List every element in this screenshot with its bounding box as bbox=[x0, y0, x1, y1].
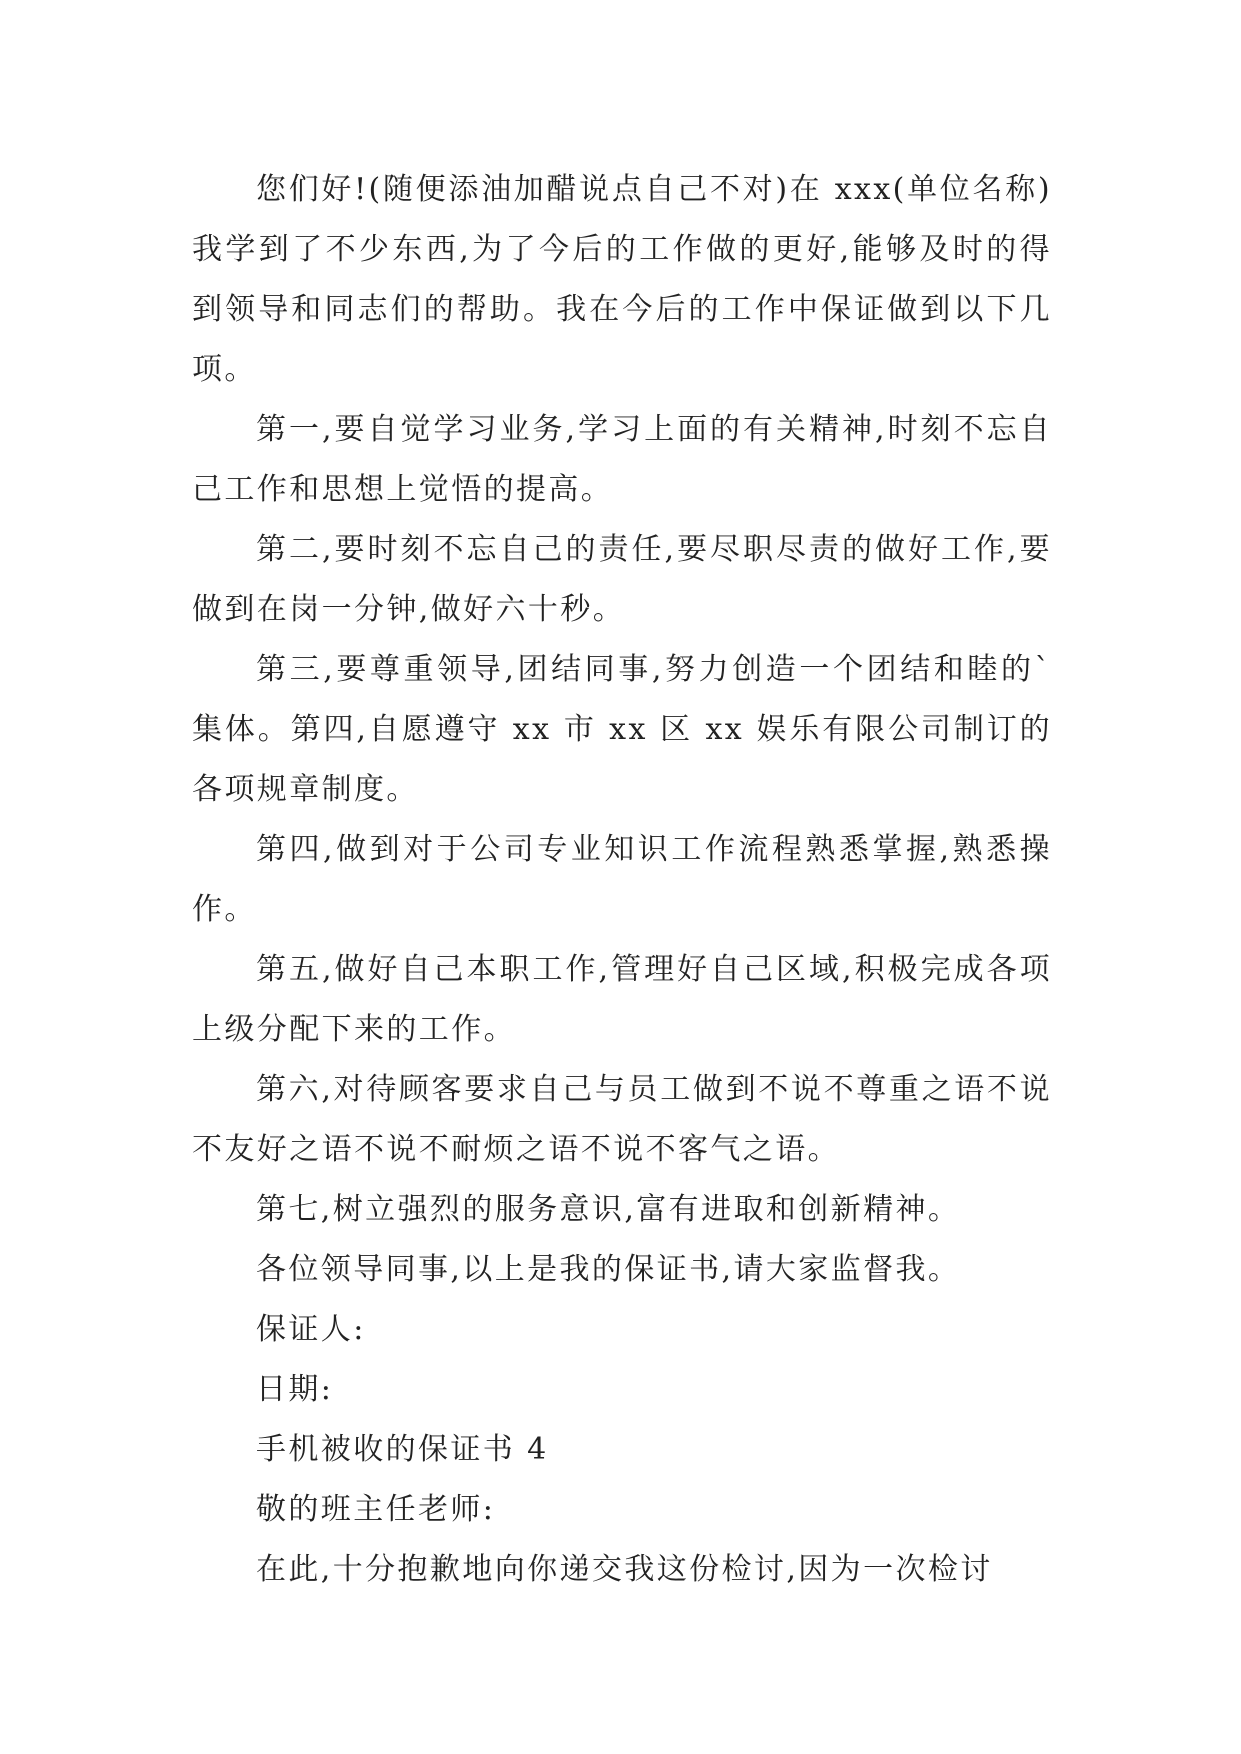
date-line: 日期: bbox=[256, 1372, 334, 1407]
paragraph-apology: 在此,十分抱歉地向你递交我这份检讨,因为一次检讨 bbox=[256, 1552, 993, 1587]
salutation-line: 敬的班主任老师: bbox=[256, 1492, 496, 1527]
paragraph-item-7: 第七,树立强烈的服务意识,富有进取和创新精神。 bbox=[256, 1192, 961, 1227]
paragraph-greeting: 您们好!(随便添油加醋说点自己不对)在 xxx(单位名称)我学到了不少东西,为了今后的工作做的更好,能够及时的得到领导和同志们的帮助。我在今后的工作中保证做到以下几项。 bbox=[192, 172, 1052, 387]
paragraph-item-5: 第五,做好自己本职工作,管理好自己区域,积极完成各项上级分配下来的工作。 bbox=[192, 952, 1052, 1047]
document-body bbox=[192, 160, 1052, 1600]
paragraph-item-2: 第二,要时刻不忘自己的责任,要尽职尽责的做好工作,要做到在岗一分钟,做好六十秒。 bbox=[192, 532, 1052, 627]
guarantor-line: 保证人: bbox=[256, 1312, 366, 1347]
paragraph-item-6: 第六,对待顾客要求自己与员工做到不说不尊重之语不说不友好之语不说不耐烦之语不说不客气之语。 bbox=[192, 1072, 1052, 1167]
section-heading: 手机被收的保证书 4 bbox=[256, 1432, 549, 1467]
paragraph-item-3: 第三,要尊重领导,团结同事,努力创造一个团结和睦的`集体。第四,自愿遵守 xx 市 xx 区 xx 娱乐有限公司制订的各项规章制度。 bbox=[192, 652, 1052, 807]
paragraph-item-4: 第四,做到对于公司专业知识工作流程熟悉掌握,熟悉操作。 bbox=[192, 832, 1052, 927]
paragraph-closing: 各位领导同事,以上是我的保证书,请大家监督我。 bbox=[256, 1252, 961, 1287]
paragraph-item-1: 第一,要自觉学习业务,学习上面的有关精神,时刻不忘自己工作和思想上觉悟的提高。 bbox=[192, 412, 1052, 507]
